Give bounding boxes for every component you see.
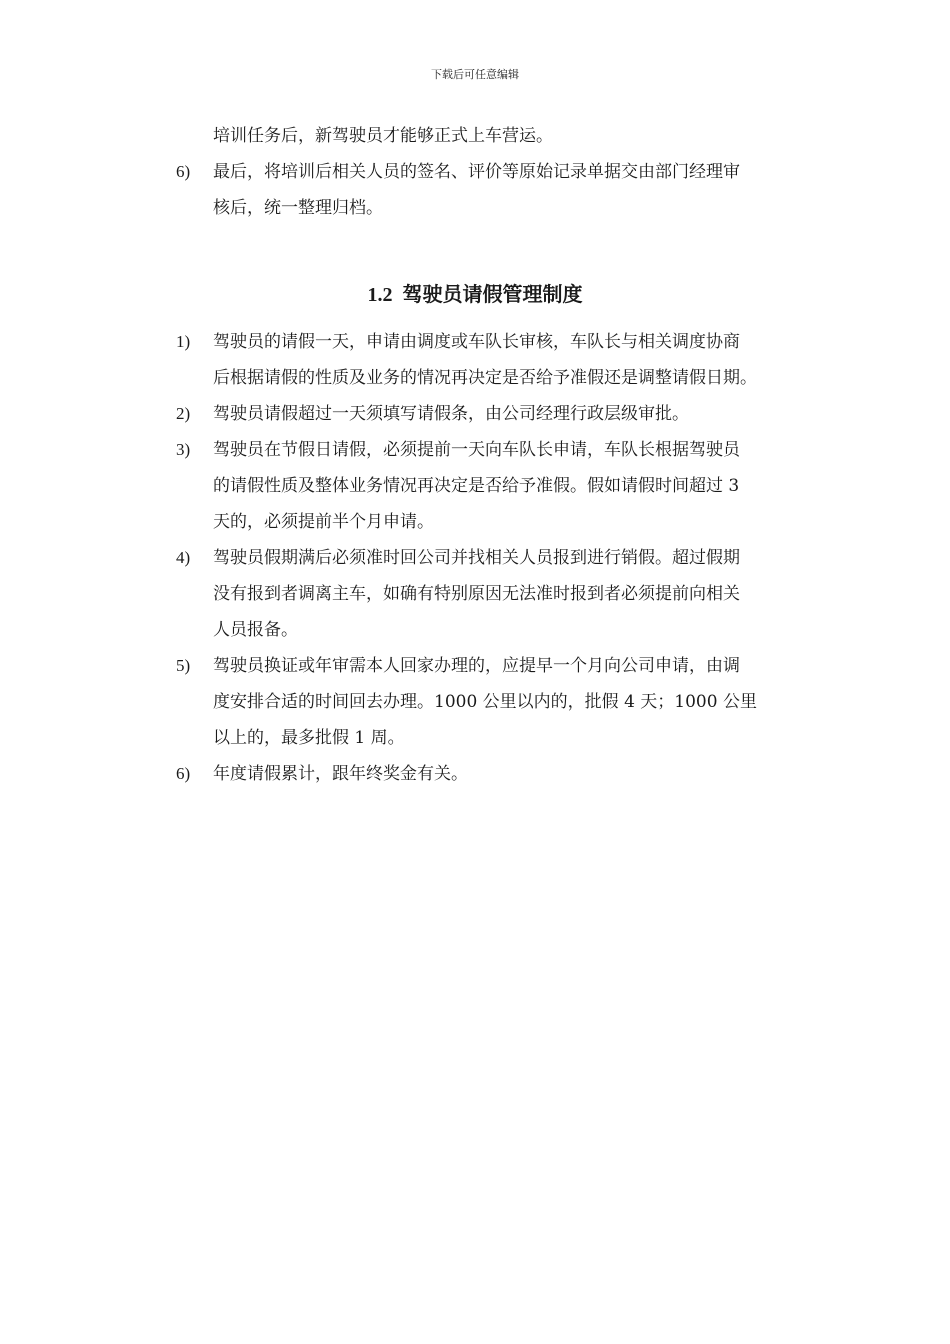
continuation-line: 培训任务后，新驾驶员才能够正式上车营运。	[213, 126, 553, 146]
item-line: 驾驶员在节假日请假，必须提前一天向车队长申请，车队长根据驾驶员	[213, 440, 740, 460]
item-line: 没有报到者调离主车，如确有特别原因无法准时报到者必须提前向相关	[213, 584, 740, 604]
leave-policy-list	[176, 324, 816, 792]
item-line: 人员报备。	[213, 620, 298, 640]
item-line: 的请假性质及整体业务情况再决定是否给予准假。假如请假时间超过 3	[213, 476, 740, 496]
list-item-5	[176, 648, 816, 756]
item-line: 天的，必须提前半个月申请。	[213, 512, 434, 532]
list-item-6	[176, 756, 816, 792]
item-number: 1)	[176, 332, 191, 351]
item-number: 3)	[176, 440, 191, 459]
list-item-6-top	[176, 154, 816, 226]
item-number: 4)	[176, 548, 191, 567]
item-line: 后根据请假的性质及业务的情况再决定是否给予准假还是调整请假日期。	[213, 368, 757, 388]
item-number: 2)	[176, 404, 191, 423]
list-item-3	[176, 432, 816, 540]
item-number: 6)	[176, 162, 191, 181]
section-title: 驾驶员请假管理制度	[402, 282, 583, 306]
page-header: 下载后可任意编辑	[431, 68, 519, 81]
item-line: 以上的，最多批假 1 周。	[213, 728, 405, 748]
item-line: 驾驶员假期满后必须准时回公司并找相关人员报到进行销假。超过假期	[213, 548, 740, 568]
top-list	[176, 118, 816, 226]
item-line: 度安排合适的时间回去办理。1000 公里以内的，批假 4 天；1000 公里	[213, 692, 757, 712]
item-line: 最后，将培训后相关人员的签名、评价等原始记录单据交由部门经理审	[213, 162, 740, 182]
item-number: 5)	[176, 656, 191, 675]
list-item-continuation	[176, 118, 816, 154]
list-item-2	[176, 396, 816, 432]
item-line: 驾驶员请假超过一天须填写请假条，由公司经理行政层级审批。	[213, 404, 689, 424]
item-line: 年度请假累计，跟年终奖金有关。	[213, 764, 468, 784]
section-heading	[0, 276, 950, 313]
item-line: 驾驶员的请假一天，申请由调度或车队长审核，车队长与相关调度协商	[213, 332, 740, 352]
list-item-1	[176, 324, 816, 396]
list-item-4	[176, 540, 816, 648]
item-number: 6)	[176, 764, 191, 783]
item-line: 驾驶员换证或年审需本人回家办理的，应提早一个月向公司申请，由调	[213, 656, 740, 676]
section-number: 1.2	[367, 284, 393, 306]
item-line: 核后，统一整理归档。	[213, 198, 383, 218]
